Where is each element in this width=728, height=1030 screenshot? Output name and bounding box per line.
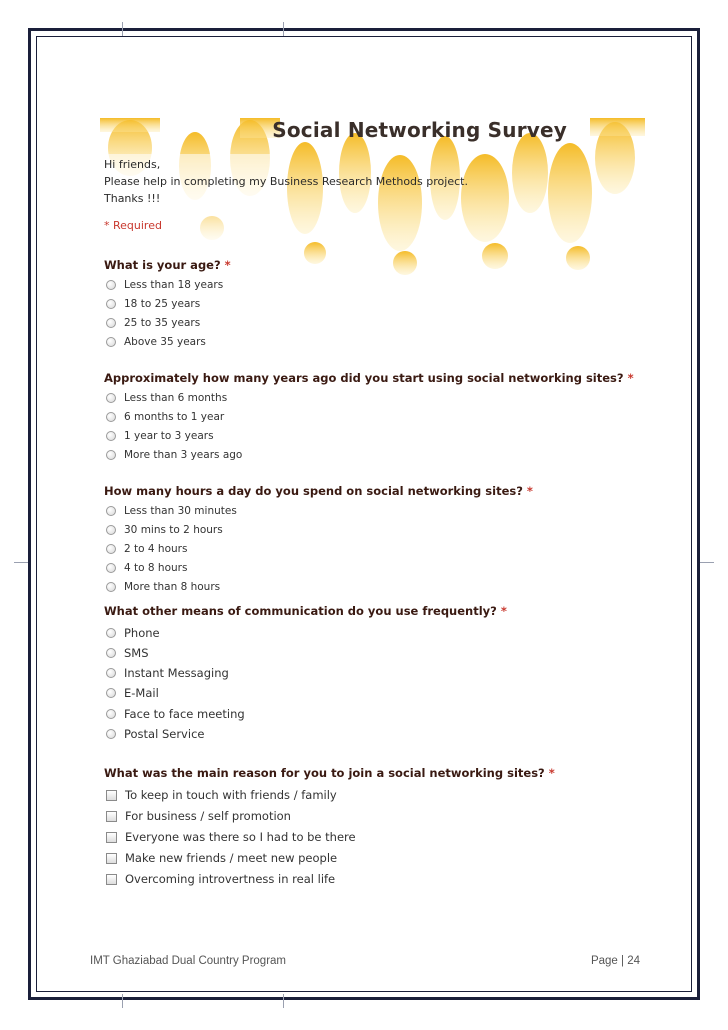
radio-button[interactable] (106, 648, 116, 658)
radio-button[interactable] (106, 628, 116, 638)
corner-mark (122, 994, 123, 1008)
checkbox[interactable] (106, 874, 117, 885)
corner-mark (14, 562, 28, 563)
radio-button[interactable] (106, 709, 116, 719)
checkbox[interactable] (106, 811, 117, 822)
option-radio[interactable]: SMS (106, 645, 149, 661)
option-radio[interactable]: Face to face meeting (106, 706, 245, 722)
radio-button[interactable] (106, 582, 116, 592)
option-radio[interactable]: More than 8 hours (106, 579, 220, 595)
question-join-reason: What was the main reason for you to join a social networking sites? * (104, 766, 555, 780)
radio-button[interactable] (106, 563, 116, 573)
radio-button[interactable] (106, 668, 116, 678)
option-radio[interactable]: Instant Messaging (106, 665, 229, 681)
radio-button[interactable] (106, 525, 116, 535)
radio-button[interactable] (106, 450, 116, 460)
thanks-text: Thanks !!! (104, 192, 161, 205)
option-radio[interactable]: Phone (106, 625, 160, 641)
radio-button[interactable] (106, 337, 116, 347)
option-radio[interactable]: 4 to 8 hours (106, 560, 187, 576)
radio-button[interactable] (106, 318, 116, 328)
question-communication: What other means of communication do you use frequently? * (104, 604, 507, 618)
radio-button[interactable] (106, 280, 116, 290)
survey-title: Social Networking Survey (272, 118, 567, 142)
checkbox[interactable] (106, 832, 117, 843)
survey-form (100, 118, 645, 886)
option-checkbox[interactable]: For business / self promotion (106, 808, 291, 824)
required-note: * Required (104, 219, 162, 232)
option-radio[interactable]: E-Mail (106, 685, 159, 701)
radio-button[interactable] (106, 544, 116, 554)
corner-mark (283, 22, 284, 36)
option-radio[interactable]: Less than 18 years (106, 277, 223, 293)
footer-program-name: IMT Ghaziabad Dual Country Program (90, 955, 287, 967)
checkbox[interactable] (106, 790, 117, 801)
corner-mark (122, 22, 123, 36)
radio-button[interactable] (106, 412, 116, 422)
option-radio[interactable]: 30 mins to 2 hours (106, 522, 223, 538)
option-radio[interactable]: 1 year to 3 years (106, 428, 214, 444)
survey-intro (104, 156, 468, 207)
greeting-text: Hi friends, (104, 158, 161, 171)
option-checkbox[interactable]: Everyone was there so I had to be there (106, 829, 356, 845)
question-hours-per-day: How many hours a day do you spend on social networking sites? * (104, 484, 533, 498)
radio-button[interactable] (106, 431, 116, 441)
radio-button[interactable] (106, 393, 116, 403)
option-radio[interactable]: Above 35 years (106, 334, 206, 350)
corner-mark (700, 562, 714, 563)
radio-button[interactable] (106, 729, 116, 739)
option-checkbox[interactable]: Overcoming introvertness in real life (106, 871, 335, 887)
option-checkbox[interactable]: Make new friends / meet new people (106, 850, 337, 866)
option-radio[interactable]: Less than 30 minutes (106, 503, 237, 519)
option-radio[interactable]: Postal Service (106, 726, 204, 742)
radio-button[interactable] (106, 299, 116, 309)
radio-button[interactable] (106, 506, 116, 516)
message-text: Please help in completing my Business Research Methods project. (104, 175, 468, 188)
option-radio[interactable]: More than 3 years ago (106, 447, 242, 463)
option-radio[interactable]: 25 to 35 years (106, 315, 200, 331)
question-age: What is your age? * (104, 258, 231, 272)
option-checkbox[interactable]: To keep in touch with friends / family (106, 787, 337, 803)
option-radio[interactable]: 18 to 25 years (106, 296, 200, 312)
option-radio[interactable]: 6 months to 1 year (106, 409, 224, 425)
option-radio[interactable]: Less than 6 months (106, 390, 227, 406)
option-radio[interactable]: 2 to 4 hours (106, 541, 187, 557)
checkbox[interactable] (106, 853, 117, 864)
question-years-using: Approximately how many years ago did you start using social networking sites? * (104, 371, 634, 385)
footer-page-number: Page | 24 (590, 955, 640, 967)
survey-header (100, 118, 645, 278)
radio-button[interactable] (106, 688, 116, 698)
corner-mark (283, 994, 284, 1008)
